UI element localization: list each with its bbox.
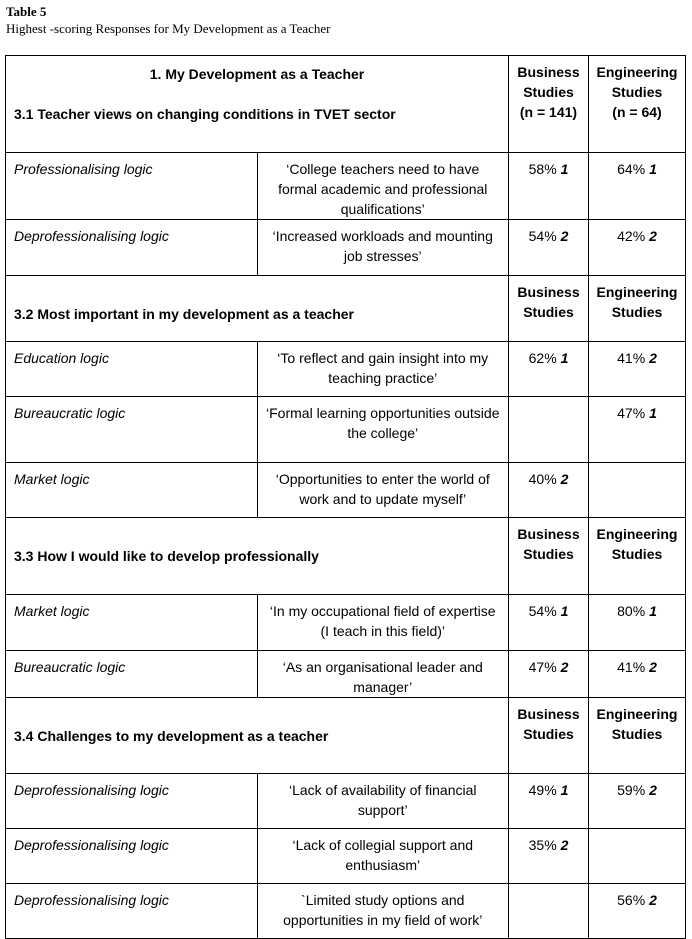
table-row [6,884,686,939]
section-title-cell [6,56,509,153]
rank-value: 2 [649,659,657,675]
percent-value: 41% [617,659,646,675]
rank-value: 1 [560,350,569,366]
response-cell [257,774,509,829]
logic-label: Deprofessionalising logic [14,837,169,853]
business-value-cell [509,774,589,829]
rank-value: 1 [649,603,657,619]
data-table [5,55,686,939]
table-row [6,774,686,829]
section-title: 3.2 Most important in my development as a teacher [14,306,354,322]
section-title-cell [6,276,509,342]
rank-value: 2 [649,782,657,798]
percent-value: 54% [528,228,557,244]
logic-cell [6,651,258,698]
section-title: 3.3 How I would like to develop professionally [14,548,319,564]
column-label: Business Studies [517,526,580,562]
engineering-value-cell [589,595,686,651]
response-cell [257,463,509,518]
logic-cell [6,884,258,939]
business-value-cell [509,829,589,884]
rank-value: 1 [560,603,569,619]
column-n: (n = 64) [612,104,662,120]
column-header-business [509,698,589,774]
rank-value: 2 [649,228,657,244]
engineering-value-cell [589,220,686,276]
engineering-value-cell [589,651,686,698]
response-cell [257,153,509,220]
logic-cell [6,397,258,463]
logic-label: Deprofessionalising logic [14,892,169,908]
engineering-value-cell [589,774,686,829]
rank-value: 2 [560,659,569,675]
section-title: 3.4 Challenges to my development as a teacher [14,728,329,744]
percent-value: 41% [617,350,646,366]
section-title: 3.1 Teacher views on changing conditions in TVET sector [14,106,396,122]
response-cell [257,595,509,651]
section-header [6,56,686,153]
logic-label: Professionalising logic [14,161,153,177]
logic-label: Bureaucratic logic [14,405,126,421]
percent-value: 62% [528,350,557,366]
rank-value: 1 [560,782,569,798]
column-header-business [509,56,589,153]
rank-value: 2 [560,471,569,487]
engineering-value-cell [589,884,686,939]
business-value-cell [509,220,589,276]
business-value-cell [509,595,589,651]
table-row [6,651,686,698]
response-cell [257,884,509,939]
column-label: Business Studies [517,284,580,320]
percent-value: 40% [528,471,557,487]
percent-value: 47% [528,659,557,675]
table-row [6,463,686,518]
engineering-value-cell [589,153,686,220]
section-header [6,276,686,342]
logic-label: Market logic [14,471,90,487]
percent-value: 59% [617,782,646,798]
table-row [6,153,686,220]
logic-cell [6,829,258,884]
logic-label: Bureaucratic logic [14,659,126,675]
response-text: `Limited study options and opportunities in my field of work’ [283,892,483,928]
business-value-cell [509,153,589,220]
table-row [6,397,686,463]
business-value-cell [509,651,589,698]
table-row [6,342,686,397]
column-label: Engineering Studies [596,526,678,562]
response-text: ‘In my occupational field of expertise (I teach in this field)’ [269,603,496,639]
business-value-cell [509,463,589,518]
percent-value: 47% [617,405,646,421]
percent-value: 80% [617,603,646,619]
logic-label: Market logic [14,603,90,619]
logic-cell [6,463,258,518]
section-header [6,698,686,774]
percent-value: 49% [528,782,557,798]
column-label: Business Studies [517,706,580,742]
response-text: ‘Formal learning opportunities outside the college’ [266,405,500,441]
table-caption [6,3,331,37]
column-header-engineering [589,276,686,342]
column-label: Engineering Studies [596,64,678,100]
response-text: ‘Lack of collegial support and enthusiasm’ [292,837,474,873]
response-text: ‘College teachers need to have formal academic and professional qualifications’ [278,161,488,217]
response-cell [257,342,509,397]
rank-value: 1 [560,161,569,177]
engineering-value-cell [589,397,686,463]
table-row [6,829,686,884]
percent-value: 56% [617,892,646,908]
section-title-cell [6,698,509,774]
section-title-cell [6,518,509,595]
column-label: Business Studies [517,64,580,100]
rank-value: 2 [560,228,569,244]
response-text: ‘As an organisational leader and manager’ [282,659,483,695]
logic-cell [6,342,258,397]
response-cell [257,397,509,463]
column-header-engineering [589,698,686,774]
table-label: Table 5 [6,4,47,19]
table-title: Highest -scoring Responses for My Development as a Teacher [6,21,331,36]
response-text: ‘Lack of availability of financial support’ [288,782,477,818]
column-n: (n = 141) [519,104,578,120]
column-header-engineering [589,56,686,153]
response-cell [257,220,509,276]
percent-value: 54% [528,603,557,619]
engineering-value-cell [589,463,686,518]
response-text: ‘Opportunities to enter the world of work and to update myself’ [275,471,490,507]
rank-value: 2 [560,837,569,853]
percent-value: 35% [528,837,557,853]
logic-label: Deprofessionalising logic [14,228,169,244]
rank-value: 2 [649,350,657,366]
logic-cell [6,220,258,276]
table-row [6,595,686,651]
table-row [6,220,686,276]
engineering-value-cell [589,829,686,884]
logic-cell [6,774,258,829]
response-text: ‘Increased workloads and mounting job stresses’ [272,228,493,264]
column-header-business [509,276,589,342]
main-title: 1. My Development as a Teacher [149,66,365,82]
response-text: ‘To reflect and gain insight into my teaching practice’ [277,350,489,386]
logic-label: Deprofessionalising logic [14,782,169,798]
column-header-engineering [589,518,686,595]
percent-value: 58% [528,161,557,177]
rank-value: 1 [649,405,657,421]
column-label: Engineering Studies [596,706,678,742]
percent-value: 64% [617,161,646,177]
rank-value: 2 [649,892,657,908]
business-value-cell [509,884,589,939]
response-cell [257,829,509,884]
column-header-business [509,518,589,595]
column-label: Engineering Studies [596,284,678,320]
percent-value: 42% [617,228,646,244]
response-cell [257,651,509,698]
rank-value: 1 [649,161,657,177]
engineering-value-cell [589,342,686,397]
logic-cell [6,153,258,220]
section-header [6,518,686,595]
logic-label: Education logic [14,350,109,366]
business-value-cell [509,397,589,463]
business-value-cell [509,342,589,397]
logic-cell [6,595,258,651]
